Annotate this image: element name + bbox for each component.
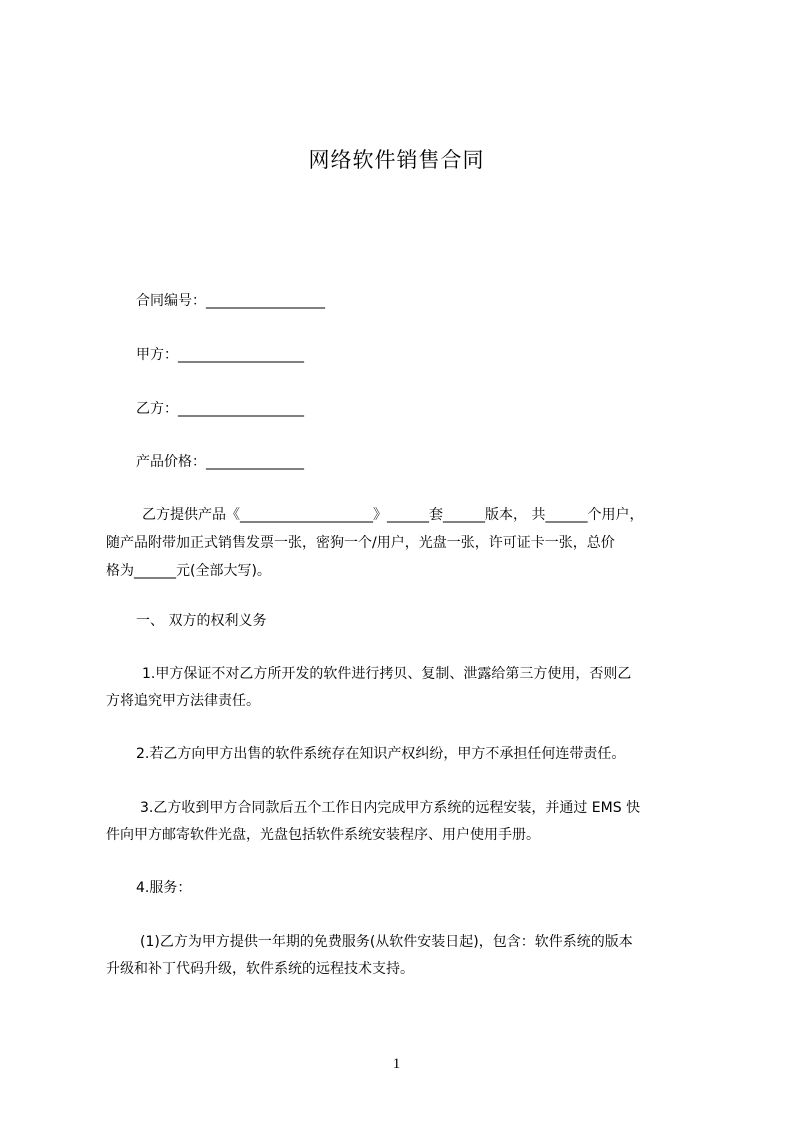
clause-line: 1.甲方保证不对乙方所开发的软件进行拷贝、复制、泄露给第三方使用，否则乙 (142, 666, 632, 682)
intro-line: 格为______元(全部大写)。 (106, 563, 271, 579)
clause-line: (1)乙方为甲方提供一年期的免费服务(从软件安装日起)，包含：软件系统的版本 (140, 934, 633, 950)
document-title: 网络软件销售合同 (308, 148, 485, 172)
product-price-field: 产品价格：______________ (136, 454, 304, 470)
clause-line: 升级和补丁代码升级，软件系统的远程技术支持。 (106, 961, 414, 977)
clause-line: 3.乙方收到甲方合同款后五个工作日内完成甲方系统的远程安装，并通过 EMS 快 (140, 800, 641, 816)
page-number: 1 (392, 1056, 401, 1072)
intro-line: 随产品附带加正式销售发票一张，密狗一个/用户，光盘一张，许可证卡一张，总价 (106, 535, 615, 551)
clause-4-heading: 4.服务： (136, 880, 192, 896)
clause-2: 2.若乙方向甲方出售的软件系统存在知识产权纠纷，甲方不承担任何连带责任。 (136, 746, 626, 762)
party-b-field: 乙方：__________________ (136, 401, 304, 417)
intro-line: 乙方提供产品《___________________》______套______版本， 共______个用户， (142, 507, 644, 523)
clause-line: 方将追究甲方法律责任。 (106, 693, 260, 709)
contract-number-field: 合同编号：_________________ (136, 293, 325, 309)
clause-line: 件向甲方邮寄软件光盘，光盘包括软件系统安装程序、用户使用手册。 (106, 827, 540, 843)
party-a-field: 甲方：__________________ (136, 347, 304, 363)
section-heading: 一、 双方的权利义务 (136, 613, 267, 629)
